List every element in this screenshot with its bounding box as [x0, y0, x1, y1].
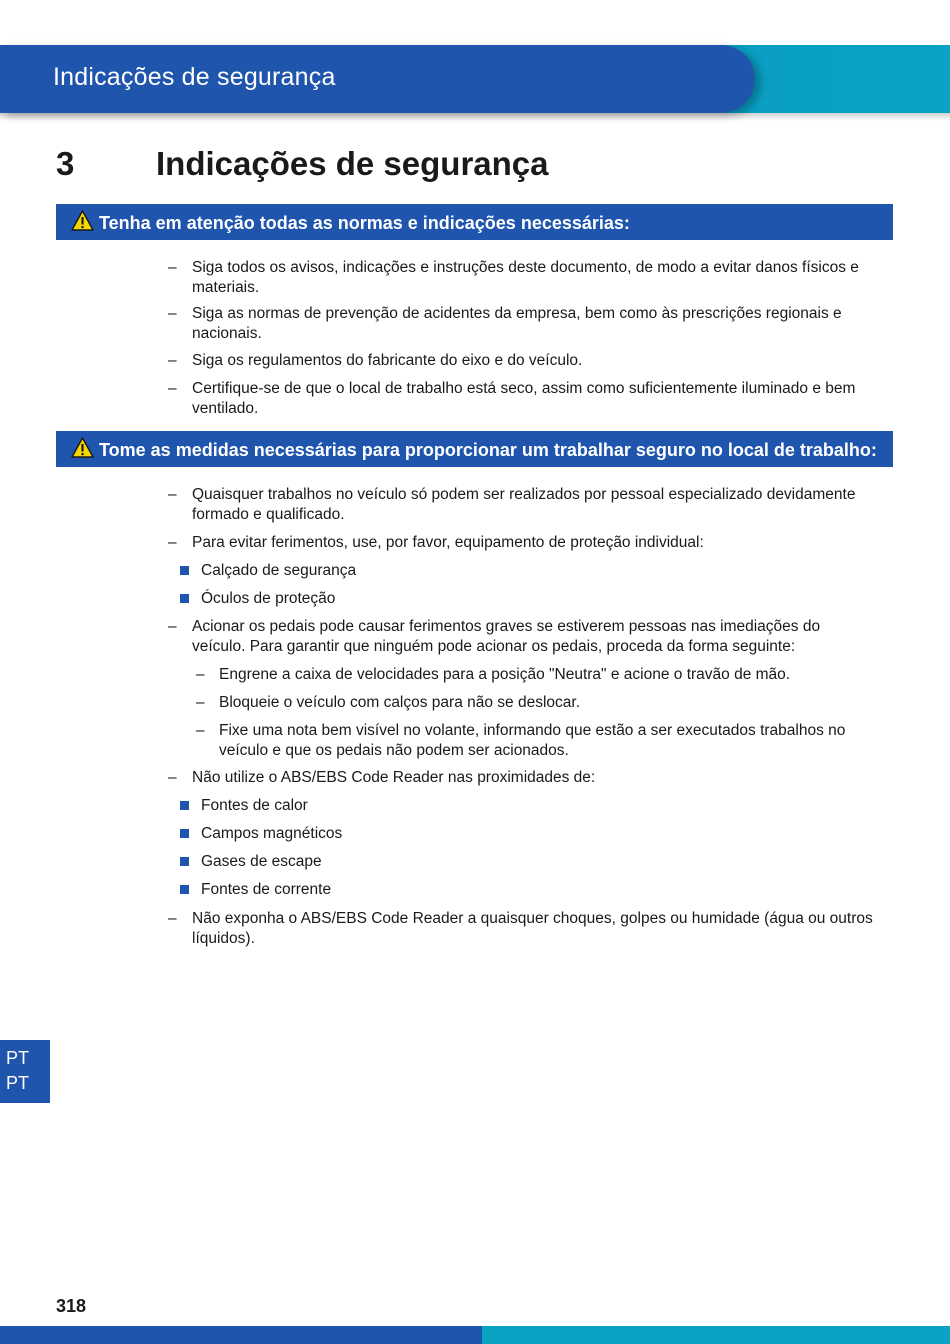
dash-marker: –: [168, 305, 177, 322]
list-item-text: Certifique-se de que o local de trabalho está seco, assim como suficientemente iluminado e bem: [192, 380, 856, 397]
list-item-text: nacionais.: [192, 324, 262, 342]
list-item-text: formado e qualificado.: [192, 505, 345, 523]
dash-marker: –: [168, 259, 177, 276]
square-bullet-icon: [180, 566, 189, 575]
header-shadow: [0, 113, 950, 121]
page-number: 318: [56, 1296, 87, 1316]
square-bullet-icon: [180, 885, 189, 894]
warning-banner-1: [56, 204, 893, 240]
warning-banner-2: [56, 431, 893, 467]
list-item-text: líquidos).: [192, 929, 255, 947]
language-code: PT: [6, 1048, 30, 1068]
dash-marker: –: [196, 694, 205, 711]
section-title: Indicações de segurança: [156, 145, 549, 182]
dash-marker: –: [168, 618, 177, 635]
dash-marker: –: [168, 380, 177, 397]
list-item-text: Não utilize o ABS/EBS Code Reader nas proximidades de:: [192, 769, 596, 786]
square-bullet-icon: [180, 801, 189, 810]
footer-bar-teal: [482, 1326, 950, 1344]
dash-marker: –: [168, 769, 177, 786]
dash-marker: –: [196, 722, 205, 739]
list-item-text: Fontes de corrente: [201, 881, 332, 898]
list-item-text: Óculos de proteção: [201, 590, 336, 607]
square-bullet-icon: [180, 594, 189, 603]
list-item-text: Calçado de segurança: [201, 562, 357, 579]
language-tab: [0, 1040, 50, 1103]
dash-marker: –: [168, 910, 177, 927]
language-code: PT: [6, 1073, 30, 1093]
warning-triangle-icon: [71, 437, 94, 458]
square-bullet-icon: [180, 829, 189, 838]
list-item-text: veículo. Para garantir que ninguém pode acionar os pedais, proceda da forma seguinte:: [192, 637, 796, 655]
list-item-text: Fontes de calor: [201, 797, 308, 814]
square-bullet-icon: [180, 857, 189, 866]
list-item-text: materiais.: [192, 278, 260, 296]
warning-text-1: Tenha em atenção todas as normas e indicações necessárias:: [99, 213, 630, 233]
list-item-text: Siga todos os avisos, indicações e instruções deste documento, de modo a evitar danos físicos e: [192, 259, 859, 276]
list-item-text: Não exponha o ABS/EBS Code Reader a quaisquer choques, golpes ou humidade (água ou outros: [192, 910, 873, 927]
header-title: Indicações de segurança: [53, 63, 336, 91]
dash-marker: –: [168, 534, 177, 551]
list-item-text: Acionar os pedais pode causar ferimentos graves se estiverem pessoas nas imediações do: [192, 618, 821, 635]
list-item-text: Bloqueie o veículo com calços para não se deslocar.: [219, 694, 581, 711]
warning-triangle-icon: [71, 210, 94, 231]
section-number: 3: [56, 145, 75, 182]
list-item-text: Para evitar ferimentos, use, por favor, equipamento de proteção individual:: [192, 534, 704, 551]
list-item-text: Gases de escape: [201, 853, 322, 870]
list-item-text: Siga os regulamentos do fabricante do eixo e do veículo.: [192, 352, 583, 369]
list-item-text: Campos magnéticos: [201, 825, 343, 842]
dash-marker: –: [196, 666, 205, 683]
list-item-text: veículo e que os pedais não podem ser acionados.: [219, 741, 569, 759]
footer-bar-blue: [0, 1326, 482, 1344]
list-item-text: Fixe uma nota bem visível no volante, informando que estão a ser executados trabalhos no: [219, 722, 846, 739]
list-item-text: ventilado.: [192, 399, 259, 417]
warning-text-2: Tome as medidas necessárias para proporcionar um trabalhar seguro no local de trabalho:: [99, 440, 877, 460]
list-item-text: Engrene a caixa de velocidades para a posição "Neutra" e acione o travão de mão.: [219, 666, 791, 683]
dash-marker: –: [168, 352, 177, 369]
list-item-text: Quaisquer trabalhos no veículo só podem ser realizados por pessoal especializado devidamente: [192, 486, 856, 503]
dash-marker: –: [168, 486, 177, 503]
list-item-text: Siga as normas de prevenção de acidentes da empresa, bem como às prescrições regionais e: [192, 305, 842, 322]
